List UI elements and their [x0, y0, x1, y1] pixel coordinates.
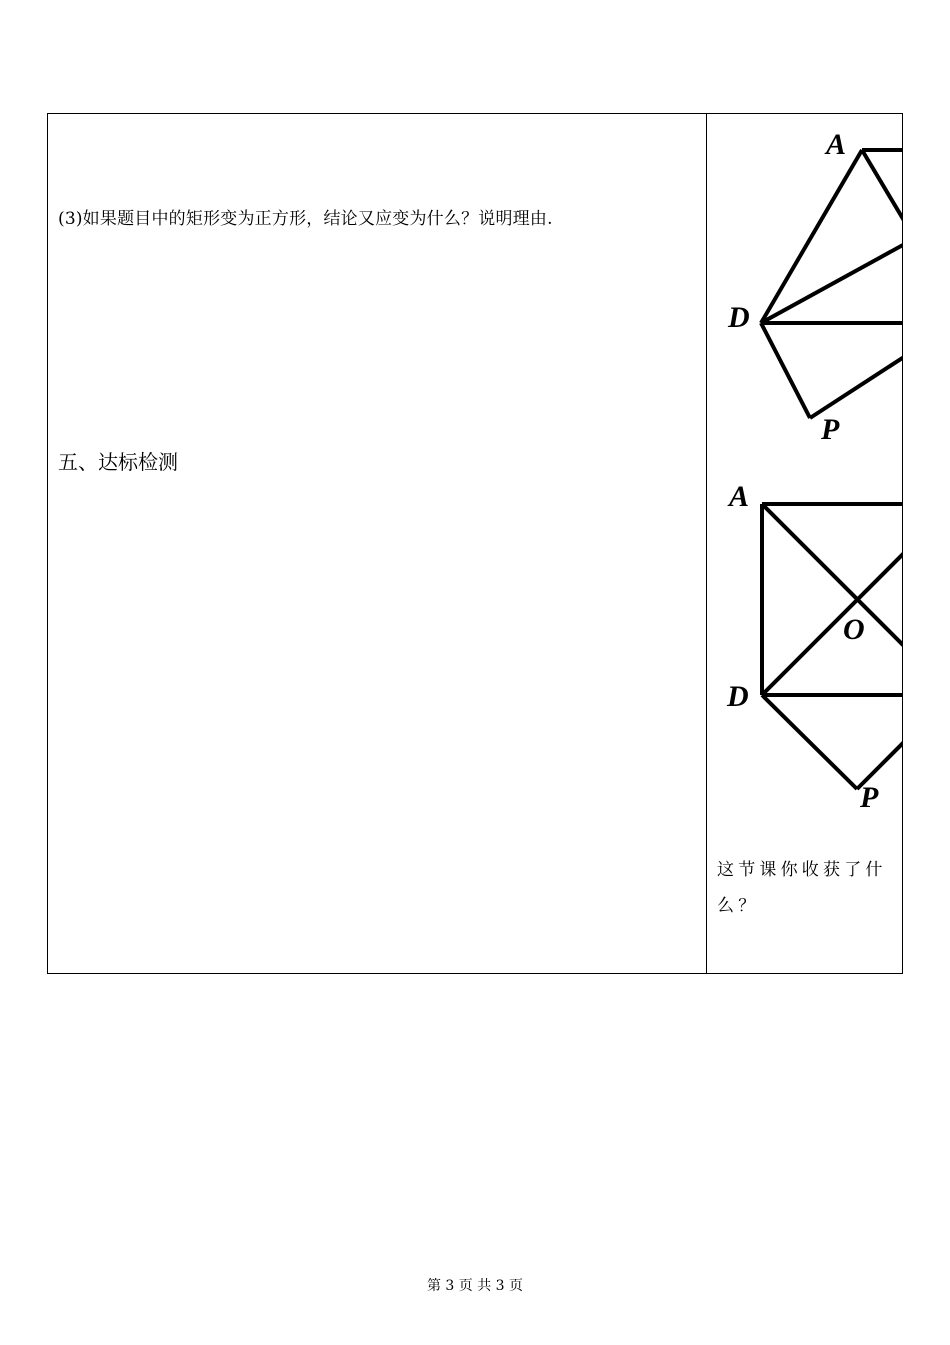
diagonal-ac: [762, 504, 902, 689]
segment-dp: [761, 323, 810, 418]
figure2-label-a: A: [729, 480, 750, 513]
figure-square: [762, 504, 902, 789]
segment-d-diagonal: [761, 229, 902, 323]
figure2-label-o: O: [843, 613, 865, 646]
figure2-label-p: P: [860, 781, 879, 814]
question-3: (3)如果题目中的矩形变为正方形，结论又应变为什么？说明理由.: [58, 209, 553, 229]
figure1-label-a: A: [826, 128, 847, 161]
segment-dp: [762, 695, 857, 789]
figure1-label-d: D: [728, 301, 750, 334]
figure1-label-p: P: [821, 413, 840, 446]
section-heading: 五、达标检测: [58, 450, 178, 474]
segment-p-c: [857, 699, 902, 789]
diagonal-db: [762, 510, 902, 695]
reflection-prompt: 这节课你收获了什么？: [717, 860, 887, 916]
segment-p-c: [810, 342, 902, 418]
figure-rectangle: [761, 150, 902, 418]
geometry-figures: [707, 114, 902, 973]
page-footer: 第 3 页 共 3 页: [426, 1278, 524, 1294]
segment-a-diagonal: [862, 150, 902, 234]
figure2-label-d: D: [727, 680, 749, 713]
figure-column: [707, 114, 902, 973]
